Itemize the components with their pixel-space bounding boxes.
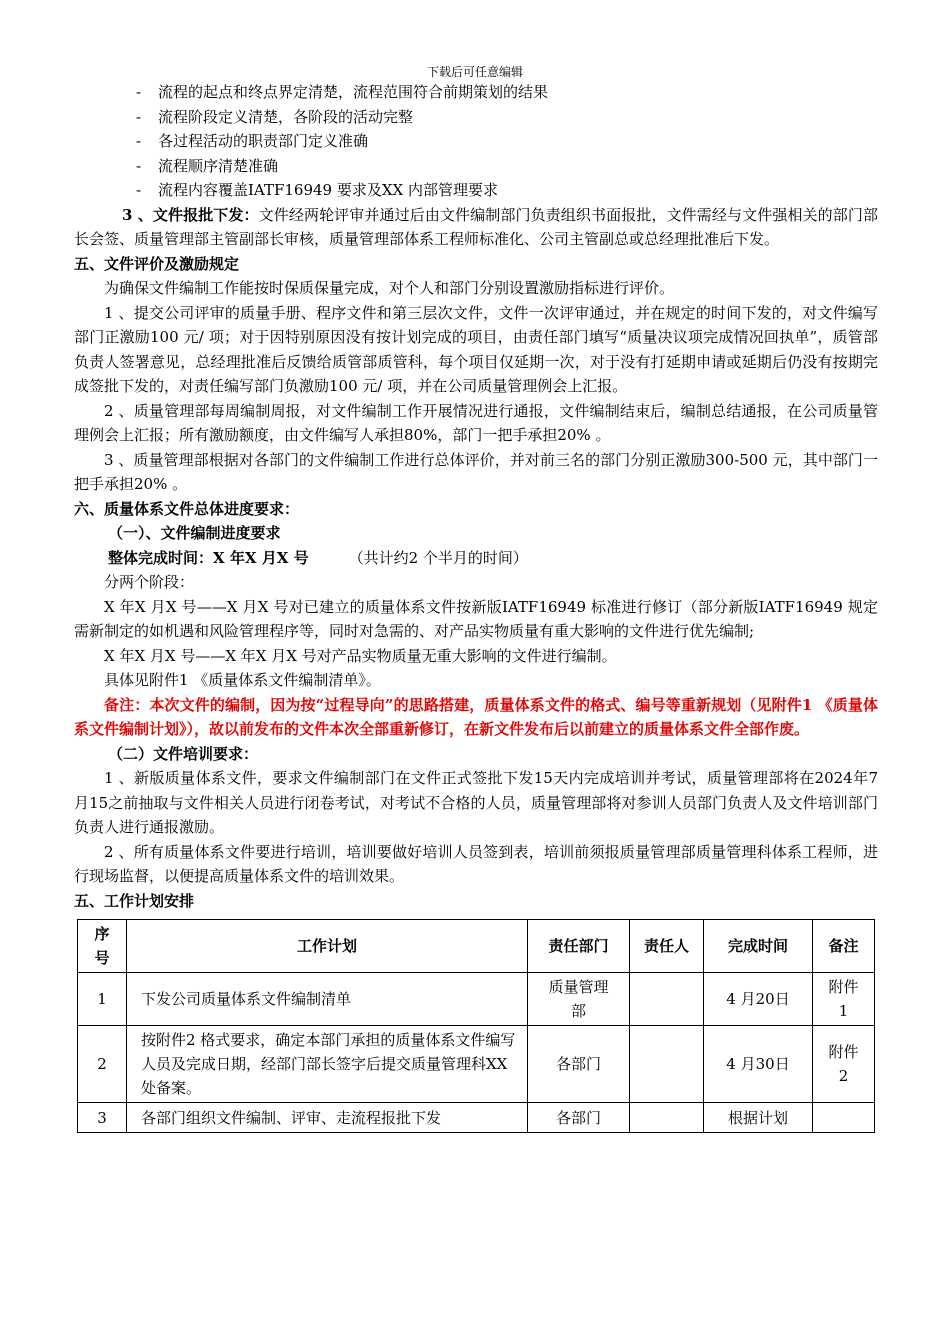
row-remark: 附件2 [813,1026,875,1103]
row-due: 4 月30日 [704,1026,813,1103]
criteria-item [74,178,878,203]
criteria-text: 流程阶段定义清楚，各阶段的活动完整 [158,107,414,126]
criteria-text: 流程内容覆盖IATF16949 要求及XX 内部管理要求 [158,181,498,199]
criteria-text: 流程顺序清楚准确 [158,156,279,175]
row-dept: 各部门 [528,1026,630,1103]
section-5-para-1: 1 、提交公司评审的质量手册、程序文件和第三层次文件，文件一次评审通过，并在规定的时间下发的，对文件编写部门正激励100 元/ 项；对于因特别原因没有按计划完成的项目，由责任部门填写“质量决议项完成情况回执单”，质管部负责人签署意见，总经理批准后反馈给质管部质管科，每个项目仅延期一次，对于没有打延期申请或延期后仍没有按期完成签批下发的，对责任编写部门负激励100 元/ 项，并在公司质量管理例会上汇报。 [74,303,878,395]
dash-bullet: - [136,181,142,199]
table-row [78,973,875,1026]
page-header: 下载后可任意编辑 [426,65,523,79]
dash-bullet: - [136,132,142,150]
overall-time-label: 整体完成时间：X 年X 月X 号 [108,548,309,567]
row-number: 2 [78,1026,127,1103]
row-remark [813,1103,875,1133]
section-5-para-2: 2 、质量管理部每周编制周报，对文件编制工作开展情况进行通报，文件编制结束后，编制总结通报，在公司质量管理例会上汇报；所有激励额度，由文件编写人承担80%，部门一把手承担20% 。 [74,401,878,444]
col-header-person: 责任人 [630,920,704,973]
row-plan: 按附件2 格式要求，确定本部门承担的质量体系文件编写人员及完成日期，经部门部长签字后提交质量管理科XX 处备案。 [127,1026,528,1103]
remark-note: 备注：本次文件的编制，因为按“过程导向”的思路搭建，质量体系文件的格式、编号等重新规划（见附件1 《质量体系文件编制计划》），故以前发布的文件本次全部重新修订，在新文件发布后以前建立的质量体系文件全部作废。 [74,695,878,738]
dash-bullet: - [136,83,142,101]
section-5-para-3: 3 、质量管理部根据对各部门的文件编制工作进行总体评价，并对前三名的部门分别正激励300-500 元，其中部门一把手承担20% 。 [74,450,878,493]
section-7-title: 五、工作计划安排 [74,891,195,910]
training-para-1: 1 、新版质量体系文件，要求文件编制部门在文件正式签批下发15天内完成培训并考试，质量管理部将在2024年7 月15之前抽取与文件相关人员进行闭卷考试，对考试不合格的人员，质量管理部将对参训人员部门负责人及文件培训部门负责人进行通报激励。 [74,769,878,836]
work-plan-table [77,919,875,1133]
phase-2: X 年X 月X 号——X 年X 月X 号对产品实物质量无重大影响的文件进行编制。 [104,646,617,665]
section-3-paragraph [74,203,878,252]
col-header-remark: 备注 [813,920,875,973]
dash-bullet: - [136,156,142,175]
criteria-list [74,80,878,203]
row-dept: 各部门 [528,1103,630,1133]
criteria-item [74,129,878,154]
row-dept: 质量管理部 [528,973,630,1026]
table-header-row [78,920,875,973]
row-number: 1 [78,973,127,1026]
subsection-2-title: （二）文件培训要求： [108,744,259,763]
criteria-item [74,154,878,179]
col-header-no: 序号 [78,920,127,973]
row-person [630,973,704,1026]
section-6-title: 六、质量体系文件总体进度要求： [74,499,300,518]
row-person [630,1103,704,1133]
section-5-intro: 为确保文件编制工作能按时保质保量完成，对个人和部门分别设置激励指标进行评价。 [104,279,675,297]
section-3-text: 文件经两轮评审并通过后由文件编制部门负责组织书面报批，文件需经与文件强相关的部门部长会签、质量管理部主管副部长审核，质量管理部体系工程师标准化、公司主管副总或总经理批准后下发。 [74,205,878,248]
criteria-text: 流程的起点和终点界定清楚，流程范围符合前期策划的结果 [158,83,549,101]
phases-intro: 分两个阶段： [104,573,195,591]
table-row [78,1026,875,1103]
row-plan: 下发公司质量体系文件编制清单 [127,973,528,1026]
criteria-text: 各过程活动的职责部门定义准确 [158,132,369,150]
dash-bullet: - [136,107,142,126]
criteria-item [74,105,878,130]
row-person [630,1026,704,1103]
phase-1: X 年X 月X 号——X 月X 号对已建立的质量体系文件按新版IATF16949 标准进行修订（部分新版IATF16949 规定需新制定的如机遇和风险管理程序等，同时对急需的、对产品实物质量有重大影响的文件进行优先编制; [74,597,878,640]
col-header-dept: 责任部门 [528,920,630,973]
col-header-due: 完成时间 [704,920,813,973]
section-5-title: 五、文件评价及激励规定 [74,254,240,273]
row-plan: 各部门组织文件编制、评审、走流程报批下发 [127,1103,528,1133]
overall-time-line [74,546,878,571]
subsection-1-title: （一）、文件编制进度要求 [108,524,281,542]
col-header-plan: 工作计划 [127,920,528,973]
criteria-item [74,80,878,105]
training-para-2: 2 、所有质量体系文件要进行培训，培训要做好培训人员签到表，培训前须报质量管理部质量管理科体系工程师，进行现场监督，以便提高质量体系文件的培训效果。 [74,842,878,885]
row-due: 4 月20日 [704,973,813,1026]
row-remark: 附件1 [813,973,875,1026]
section-3-label: 3 、文件报批下发： [122,205,259,224]
table-row [78,1103,875,1133]
see-attachment: 具体见附件1 《质量体系文件编制清单》。 [104,671,381,689]
row-number: 3 [78,1103,127,1133]
row-due: 根据计划 [704,1103,813,1133]
overall-time-note: （共计约2 个半月的时间） [348,548,528,567]
document-body [74,60,878,1133]
